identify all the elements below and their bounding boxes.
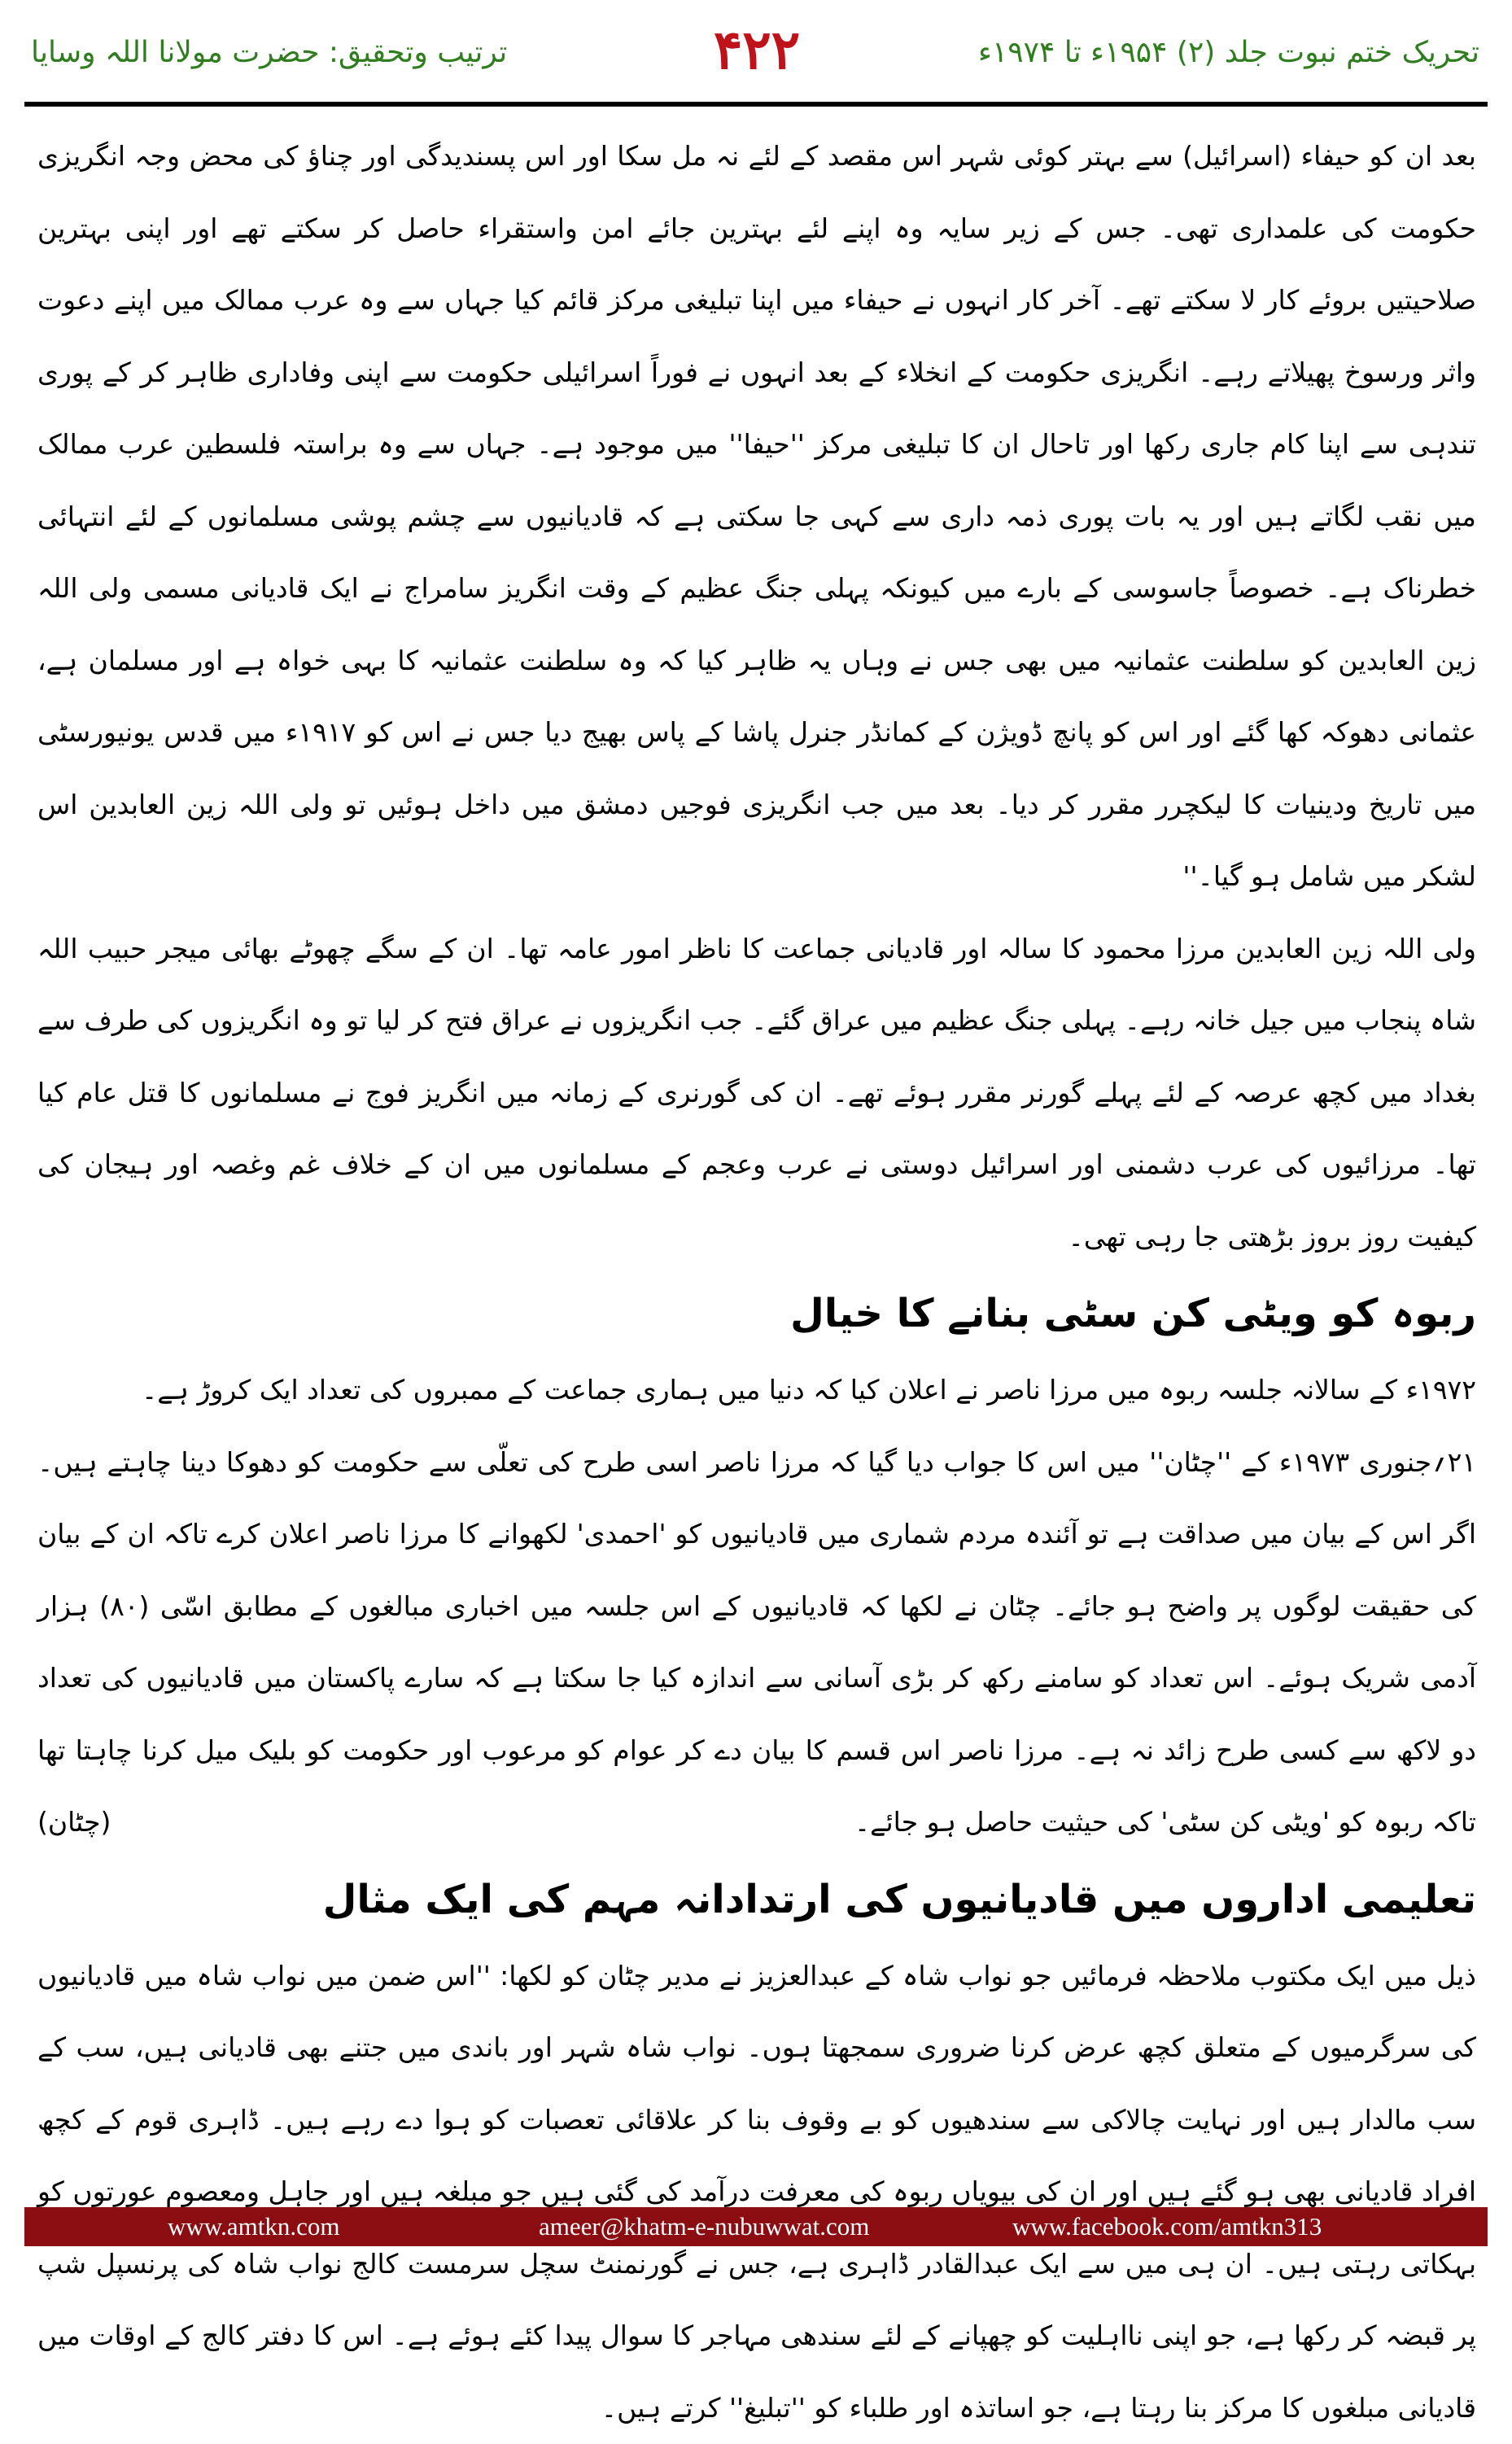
paragraph-chattan-text: ۲۱؍جنوری ۱۹۷۳ء کے ''چٹان'' میں اس کا جواب دیا گیا کہ مرزا ناصر اسی طرح کی تعلّی سے حکومت کو دھوکا دینا چاہتے ہیں۔ اگر اس کے بیان میں صداقت ہے تو آئندہ مردم شماری میں قادیانیوں کو 'احمدی' لکھوانے کا مرزا ناصر اعلان کرے تاکہ ان کے بیان کی حقیقت لوگوں پر واضح ہو جائے۔ چٹان نے لکھا کہ قادیانیوں کے اس جلسہ میں اخباری مبالغوں کے مطابق اسّی (۸۰) ہزار آدمی شریک ہوئے۔ اس تعداد کو سامنے رکھ کر بڑی آسانی سے اندازہ کیا جا سکتا ہے کہ سارے پاکستان میں قادیانیوں کی تعداد دو لاکھ سے کسی طرح زائد نہ ہے۔ مرزا ناصر اس قسم کا بیان دے کر عوام کو مرعوب اور حکومت کو بلیک میل کرنا چاہتا تھا تاکہ ربوہ کو 'ویٹی کن سٹی' کی حیثیت حاصل ہو جائے۔	[37, 1446, 1476, 1838]
page-footer	[24, 2207, 1488, 2246]
page-header	[0, 0, 1512, 106]
page-number: ۴۲۲	[667, 18, 846, 81]
paragraph-chattan-reply	[37, 1427, 1476, 1859]
section-heading-vatican-city: ربوہ کو ویٹی کن سٹی بنانے کا خیال	[37, 1273, 1476, 1354]
footer-facebook-link[interactable]: www.facebook.com/amtkn313	[1012, 2212, 1322, 2241]
section-heading-education-campaign: تعلیمی اداروں میں قادیانیوں کی ارتدادانہ مہم کی ایک مثال	[37, 1859, 1476, 1940]
paragraph-zainulabidin: ولی اللہ زین العابدین مرزا محمود کا سالہ اور قادیانی جماعت کا ناظر امور عامہ تھا۔ ان کے سگے چھوٹے بھائی میجر حبیب اللہ شاہ پنجاب میں جیل خانہ رہے۔ پہلی جنگ عظیم میں عراق گئے۔ جب انگریزوں نے عراق فتح کر لیا تو وہ انگریزوں کی طرف سے بغداد میں کچھ عرصہ کے لئے پہلے گورنر مقرر ہوئے تھے۔ ان کی گورنری کے زمانہ میں انگریز فوج نے مسلمانوں کا قتل عام کیا تھا۔ مرزائیوں کی عرب دشمنی اور اسرائیل دوستی نے عرب وعجم کے مسلمانوں میں ان کے خلاف غم وغصہ اور ہیجان کی کیفیت روز بروز بڑھتی جا رہی تھی۔	[37, 913, 1476, 1274]
source-citation: (چٹان)	[37, 1786, 111, 1859]
header-divider	[24, 102, 1488, 107]
paragraph-haifa: بعد ان کو حیفاء (اسرائیل) سے بہتر کوئی شہر اس مقصد کے لئے نہ مل سکا اور اس پسندیدگی اور چناؤ کی محض وجہ انگریزی حکومت کی علمداری تھی۔ جس کے زیر سایہ وہ اپنے لئے بہترین جائے امن واستقراء حاصل کر سکتے تھے اور اپنی بہترین صلاحیتیں بروئے کار لا سکتے تھے۔ آخر کار انہوں نے حیفاء میں اپنا تبلیغی مرکز قائم کیا جہاں سے وہ عرب ممالک میں اپنے دعوت واثر ورسوخ پھیلاتے رہے۔ انگریزی حکومت کے انخلاء کے بعد انہوں نے فوراً اسرائیلی حکومت سے اپنی وفاداری ظاہر کر کے پوری تندہی سے اپنا کام جاری رکھا اور تاحال ان کا تبلیغی مرکز ''حیفا'' میں موجود ہے۔ جہاں سے وہ براستہ فلسطین عرب ممالک میں نقب لگاتے ہیں اور یہ بات پوری ذمہ داری سے کہی جا سکتی ہے کہ قادیانیوں سے چشم پوشی مسلمانوں کے لئے انتہائی خطرناک ہے۔ خصوصاً جاسوسی کے بارے میں کیونکہ پہلی جنگ عظیم کے وقت انگریز سامراج نے ایک قادیانی مسمی ولی اللہ زین العابدین کو سلطنت عثمانیہ میں بھی جس نے وہاں یہ ظاہر کیا کہ وہ سلطنت عثمانیہ کا بہی خواہ ہے اور مسلمان ہے، عثمانی دھوکہ کھا گئے اور اس کو پانچ ڈویژن کے کمانڈر جنرل پاشا کے پاس بھیج دیا جس نے اس کو ۱۹۱۷ء میں قدس یونیورسٹی میں تاریخ ودینیات کا لیکچرر مقرر کر دیا۔ بعد میں جب انگریزی فوجیں دمشق میں داخل ہوئیں تو ولی اللہ زین العابدین اس لشکر میں شامل ہو گیا۔''	[37, 120, 1476, 913]
footer-email-link[interactable]: ameer@khatm-e-nubuwwat.com	[539, 2212, 869, 2241]
page-body	[37, 120, 1476, 2106]
footer-website-link[interactable]: www.amtkn.com	[168, 2212, 340, 2241]
compiler-credit: ترتیب وتحقیق: حضرت مولانا اللہ وسایا	[31, 36, 507, 69]
book-title: تحریک ختم نبوت جلد (۲) ۱۹۵۴ء تا ۱۹۷۴ء	[978, 36, 1479, 69]
paragraph-nawabshah-letter: ذیل میں ایک مکتوب ملاحظہ فرمائیں جو نواب شاہ کے عبدالعزیز نے مدیر چٹان کو لکھا: ''اس ضمن میں نواب شاہ میں قادیانیوں کی سرگرمیوں کے متعلق کچھ عرض کرنا ضروری سمجھتا ہوں۔ نواب شاہ شہر اور باندی میں جتنے بھی قادیانی ہیں، سب کے سب مالدار ہیں اور نہایت چالاکی سے سندھیوں کو بے وقوف بنا کر علاقائی تعصبات کو ہوا دے رہے ہیں۔ ڈاہری قوم کے کچھ افراد قادیانی بھی ہو گئے ہیں اور ان کی بیویاں ربوہ کی معرفت درآمد کی گئی ہیں جو مبلغہ ہیں اور جاہل ومعصوم عورتوں کو بہکاتی رہتی ہیں۔ ان ہی میں سے ایک عبدالقادر ڈاہری ہے، جس نے گورنمنٹ سچل سرمست کالج نواب شاہ کی پرنسپل شپ پر قبضہ کر رکھا ہے، جو اپنی نااہلیت کو چھپانے کے لئے سندھی مہاجر کا سوال پیدا کئے ہوئے ہے۔ اس کا دفتر کالج کے اوقات میں قادیانی مبلغوں کا مرکز بنا رہتا ہے، جو اساتذہ اور طلباء کو ''تبلیغ'' کرتے ہیں۔	[37, 1940, 1476, 2444]
paragraph-jalsa-1972: ۱۹۷۲ء کے سالانہ جلسہ ربوہ میں مرزا ناصر نے اعلان کیا کہ دنیا میں ہماری جماعت کے ممبروں کی تعداد ایک کروڑ ہے۔	[37, 1354, 1476, 1427]
